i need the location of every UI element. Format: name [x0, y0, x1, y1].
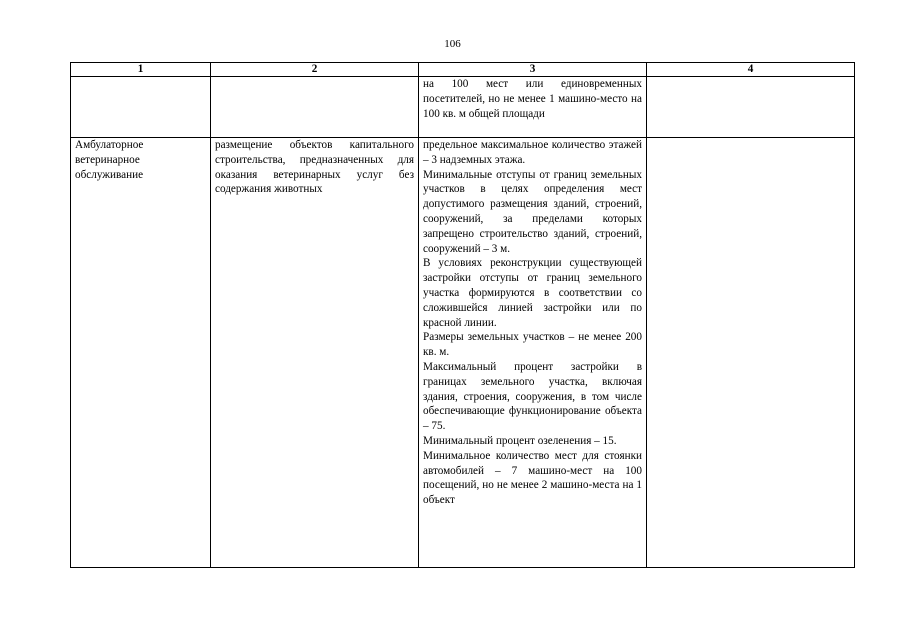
page-number: 106 [444, 38, 461, 50]
parameter-paragraph: Максимальный процент застройки в границах земельного участка, включая здания, строения, сооружения, в том числе обеспечивающие функционирование объекта – 75. [423, 360, 642, 433]
parameter-paragraph: Минимальное количество мест для стоянки автомобилей – 7 машино-мест на 100 посещений, но не менее 2 машино-места на 1 объект [423, 449, 642, 507]
regulations-table [70, 62, 855, 568]
parameter-paragraph: Размеры земельных участков – не менее 200 кв. м. [423, 331, 642, 359]
cell-notes [647, 138, 855, 568]
cell-notes [647, 77, 855, 138]
parameter-paragraph: Минимальный процент озеленения – 15. [423, 434, 617, 447]
parameter-paragraph: Минимальные отступы от границ земельных участков в целях определения мест допустимого размещения зданий, строений, сооружений, за пределами которых запрещено строительство зданий, строений, сооружений – 3 м. [423, 168, 642, 255]
column-header-3: 3 [419, 63, 647, 77]
parameter-paragraph: В условиях реконструкции существующей застройки отступы от границ земельного участка формируются в соответствии со сложившейся линией застройки или по красной линии. [423, 257, 642, 329]
cell-parameters [419, 138, 647, 568]
cell-use-name [71, 77, 211, 138]
column-header-1: 1 [71, 63, 211, 77]
table-row [71, 138, 855, 568]
parameter-paragraph: предельное максимальное количество этажей – 3 надземных этажа. [423, 139, 642, 166]
cell-use-description: размещение объектов капитального строительства, предназначенных для оказания ветеринарных услуг без содержания животных [211, 138, 419, 568]
column-header-4: 4 [647, 63, 855, 77]
table-row [71, 77, 855, 138]
header-row [71, 63, 855, 77]
cell-parameters: на 100 мест или единовременных посетителей, но не менее 1 машино-место на 100 кв. м общей площади [419, 77, 647, 138]
column-header-2: 2 [211, 63, 419, 77]
cell-use-description [211, 77, 419, 138]
cell-use-name: Амбулаторное ветеринарное обслуживание [71, 138, 211, 568]
